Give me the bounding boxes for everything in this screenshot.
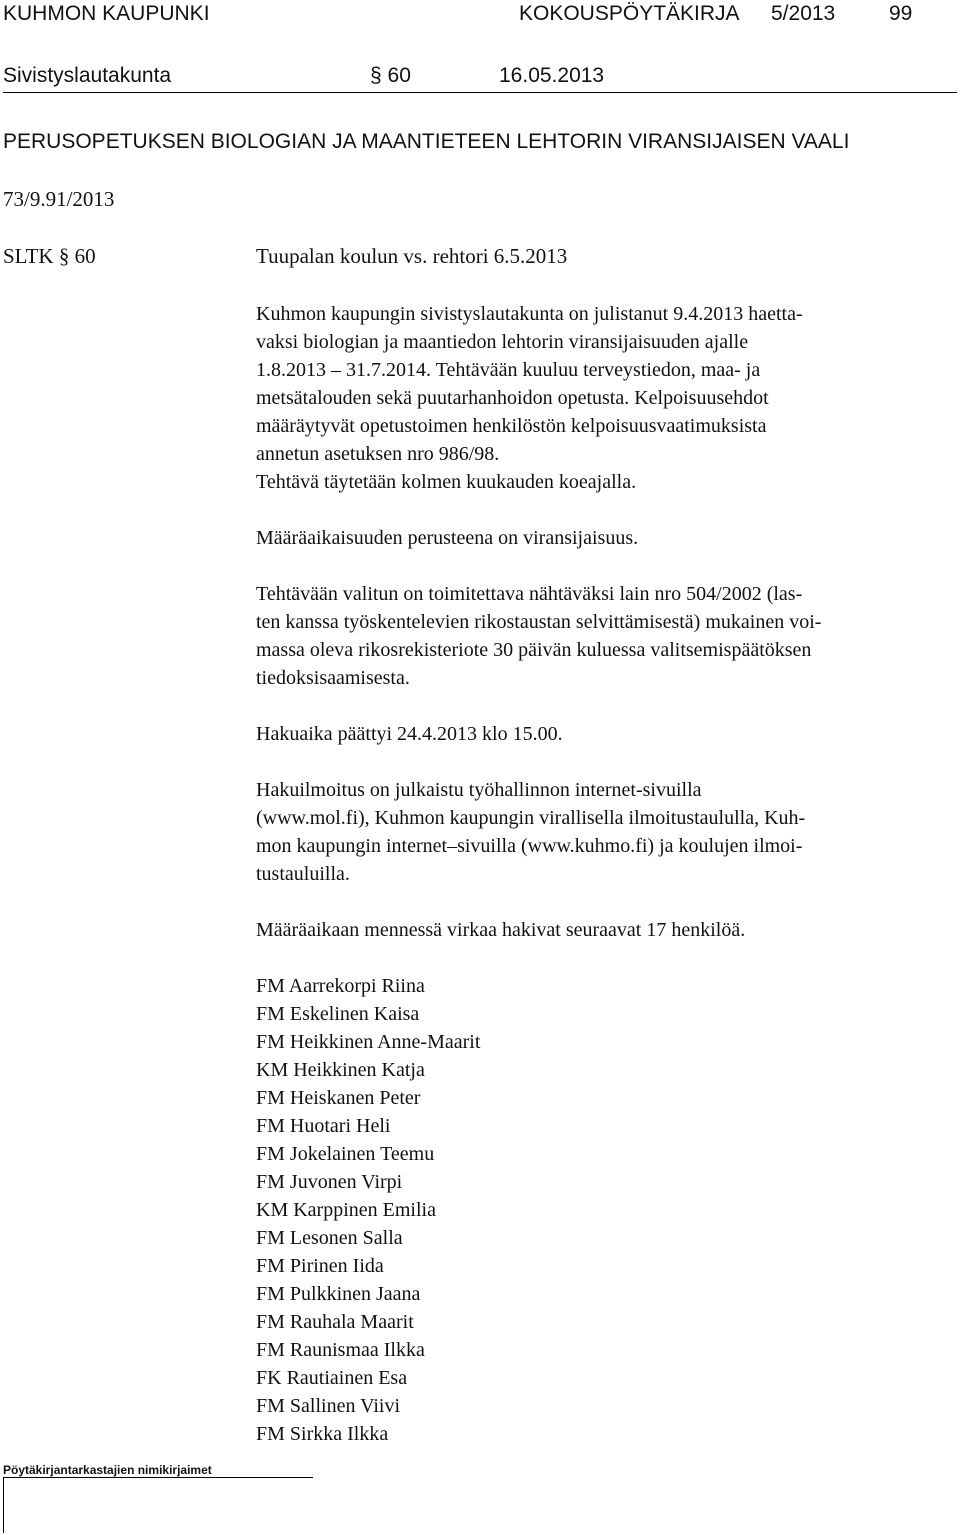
text-line: Määräaikaan mennessä virkaa hakivat seuraavat 17 henkilöä. [256,919,746,941]
list-item: FM Raunismaa Ilkka [256,1339,425,1361]
initials-label: Pöytäkirjantarkastajien nimikirjaimet [3,1463,212,1477]
text-line: metsätalouden sekä puutarhanhoidon opetusta. Kelpoisuusehdot [256,387,769,409]
text-line: tustauluilla. [256,863,350,885]
preparer-text: Tuupalan koulun vs. rehtori 6.5.2013 [256,244,568,268]
text-line: 1.8.2013 – 31.7.2014. Tehtävään kuuluu terveystiedon, maa- ja [256,359,761,381]
list-item: FM Juvonen Virpi [256,1171,403,1193]
list-item: FM Lesonen Salla [256,1227,403,1249]
text-line: mon kaupungin internet–sivuilla (www.kuhmo.fi) ja koulujen ilmoi- [256,835,803,857]
text-line: tiedoksisaamisesta. [256,667,410,689]
city-name: KUHMON KAUPUNKI [3,2,210,25]
list-item: FM Heiskanen Peter [256,1087,421,1109]
text-line: Määräaikaisuuden perusteena on viransijaisuus. [256,527,639,549]
list-item: FM Eskelinen Kaisa [256,1003,420,1025]
list-item: FM Pulkkinen Jaana [256,1283,421,1305]
text-line: Tehtävään valitun on toimitettava nähtäväksi lain nro 504/2002 (las- [256,583,803,605]
initials-box-left [3,1477,4,1533]
header-rule [3,92,957,93]
list-item: FM Aarrekorpi Riina [256,975,425,997]
list-item: FM Heikkinen Anne-Maarit [256,1031,481,1053]
paragraph-applicant-count [256,916,936,944]
text-line: Hakuaika päättyi 24.4.2013 klo 15.00. [256,723,563,745]
text-line: vaksi biologian ja maantiedon lehtorin viransijaisuuden ajalle [256,331,749,353]
text-line: annetun asetuksen nro 986/98. [256,443,500,465]
text-line: Kuhmon kaupungin sivistyslautakunta on julistanut 9.4.2013 haetta- [256,303,803,325]
list-item: FM Jokelainen Teemu [256,1143,435,1165]
paragraph-criminal-record [256,580,936,692]
document-type: KOKOUSPÖYTÄKIRJA [519,2,740,25]
text-line: ten kanssa työskentelevien rikostaustan selvittämisestä) mukainen voi- [256,611,822,633]
list-item: FK Rautiainen Esa [256,1367,408,1389]
list-item: FM Huotari Heli [256,1115,391,1137]
paragraph-fixed-term [256,524,936,552]
list-item: KM Karppinen Emilia [256,1199,436,1221]
list-item: FM Sirkka Ilkka [256,1423,389,1445]
text-line: Hakuilmoitus on julkaistu työhallinnon internet-sivuilla [256,779,702,801]
meeting-date: 16.05.2013 [499,64,605,87]
list-item: FM Sallinen Viivi [256,1395,401,1417]
issue-number: 5/2013 [771,2,836,25]
section-number: § 60 [370,64,411,87]
list-item: KM Heikkinen Katja [256,1059,425,1081]
page-number: 99 [889,2,913,25]
text-line: (www.mol.fi), Kuhmon kaupungin virallisella ilmoitustaululla, Kuh- [256,807,806,829]
diary-number: 73/9.91/2013 [3,187,115,211]
initials-box-top [3,1477,313,1478]
paragraph-announcement [256,300,936,496]
paragraph-publication [256,776,936,888]
committee-name: Sivistyslautakunta [3,64,172,87]
preparer-label: SLTK § 60 [3,244,96,268]
document-title: PERUSOPETUKSEN BIOLOGIAN JA MAANTIETEEN LEHTORIN VIRANSIJAISEN VAALI [3,130,850,153]
text-line: määräytyvät opetustoimen henkilöstön kelpoisuusvaatimuksista [256,415,767,437]
list-item: FM Rauhala Maarit [256,1311,414,1333]
text-line: Tehtävä täytetään kolmen kuukauden koeajalla. [256,471,637,493]
list-item: FM Pirinen Iida [256,1255,384,1277]
paragraph-application-deadline [256,720,936,748]
text-line: massa oleva rikosrekisteriote 30 päivän kuluessa valitsemispäätöksen [256,639,812,661]
applicant-list [256,972,936,1448]
